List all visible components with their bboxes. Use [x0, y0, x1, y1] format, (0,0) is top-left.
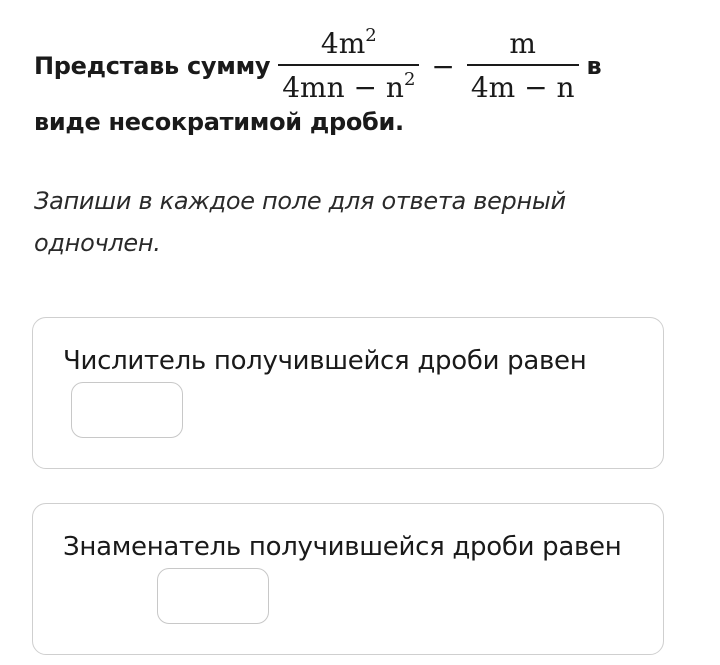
task-prefix: Представь сумму	[34, 52, 271, 80]
numerator-card	[32, 317, 664, 469]
fraction-2-denominator: 4m − n	[470, 70, 575, 104]
task-statement	[34, 20, 674, 136]
denominator-label: Знаменатель получившейся дроби равен	[63, 532, 622, 562]
minus-operator: −	[431, 49, 455, 83]
fraction-2-numerator: m	[509, 27, 536, 61]
fraction-1	[278, 25, 419, 104]
fraction-2	[467, 27, 579, 104]
task-suffix: в	[586, 52, 602, 80]
numerator-label: Числитель получившейся дроби равен	[63, 346, 587, 376]
denominator-input[interactable]	[157, 568, 269, 624]
fraction-1-denominator: $4mn - n^2$	[282, 68, 416, 104]
instruction-text: Запиши в каждое поле для ответа верный одночлен.	[34, 187, 566, 257]
task-line-1	[34, 20, 674, 112]
numerator-input[interactable]	[71, 382, 183, 438]
denominator-card	[32, 503, 664, 655]
fraction-1-numerator: $4m^2$	[320, 25, 377, 61]
task-line-2: виде несократимой дроби.	[34, 108, 404, 136]
